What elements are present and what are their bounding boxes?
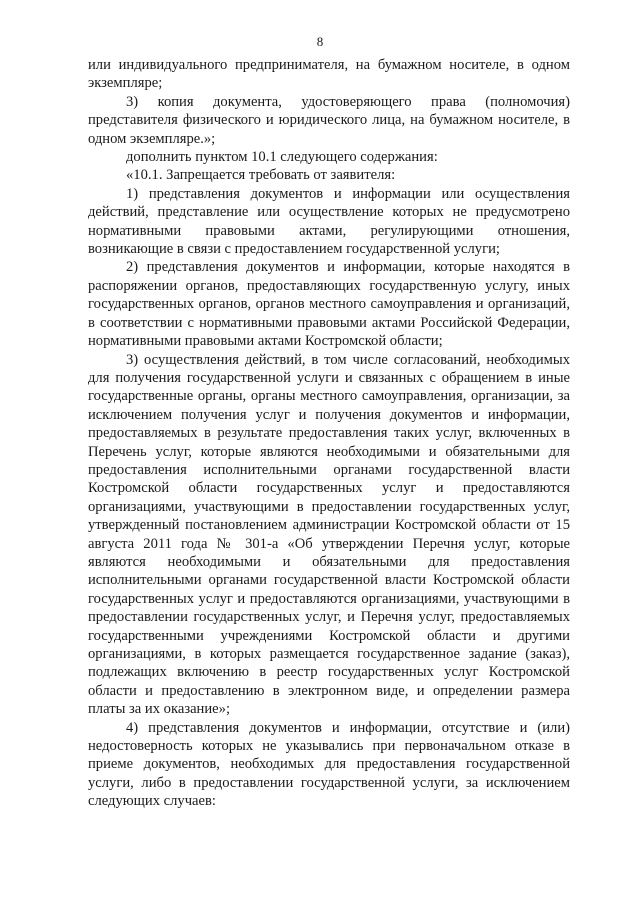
page-number: 8 <box>316 34 324 49</box>
paragraph-item-3-copy-document: 3) копия документа, удостоверяющего права (полномочия) представителя физического и юридического лица, на бумажном носителе, в одном экземпляре.»; <box>88 93 570 147</box>
paragraph-continuation: или индивидуального предпринимателя, на бумажном носителе, в одном экземпляре; <box>88 57 570 92</box>
document-body <box>88 56 570 811</box>
paragraph-item-3: 3) осуществления действий, в том числе согласований, необходимых для получения государственной услуги и связанных с обращением в иные государственные органы, органы местного самоуправления, организации, за исключением получения услуг и получения документов и информации, предоставляемых в результате предоставления таких услуг, включенных в Перечень услуг, которые являются необходимыми и обязательными для предоставления исполнительными органами государственной власти Костромской области государственных услуг и предоставляются организациями, участвующими в предоставлении государственных услуг, утвержденный постановлением администрации Костромской области от 15 августа 2011 года № 301-а «Об утверждении Перечня услуг, которые являются необходимыми и обязательными для предоставления исполнительными органами государственной власти Костромской области государственных услуг и предоставляются организациями, участвующими в предоставлении государственных услуг, и Перечня услуг, предоставляемых государственными учреждениями Костромской области и другими организациями, в которых размещается государственное задание (заказ), подлежащих включению в реестр государственных услуг Костромской области и предоставлению в электронном виде, и определении размера платы за их оказание»; <box>88 351 570 718</box>
paragraph-item-1: 1) представления документов и информации или осуществления действий, представление или осуществление которых не предусмотрено нормативными правовыми актами, регулирующими отношения, возникающие в связи с предоставлением государственной услуги; <box>88 185 570 258</box>
paragraph-amendment-intro: дополнить пунктом 10.1 следующего содержания: <box>126 149 438 166</box>
paragraph-item-4: 4) представления документов и информации, отсутствие и (или) недостоверность которых не указывались при первоначальном отказе в приеме документов, необходимых для предоставления государственной услуги, либо в предоставлении государственной услуги, за исключением следующих случаев: <box>88 719 570 810</box>
paragraph-clause-10-1: «10.1. Запрещается требовать от заявителя: <box>126 167 396 184</box>
paragraph-item-2: 2) представления документов и информации, которые находятся в распоряжении органов, предоставляющих государственную услугу, иных государственных органов, органов местного самоуправления и организаций, в соответствии с нормативными правовыми актами Российской Федерации, нормативными правовыми актами Костромской области; <box>88 259 570 350</box>
